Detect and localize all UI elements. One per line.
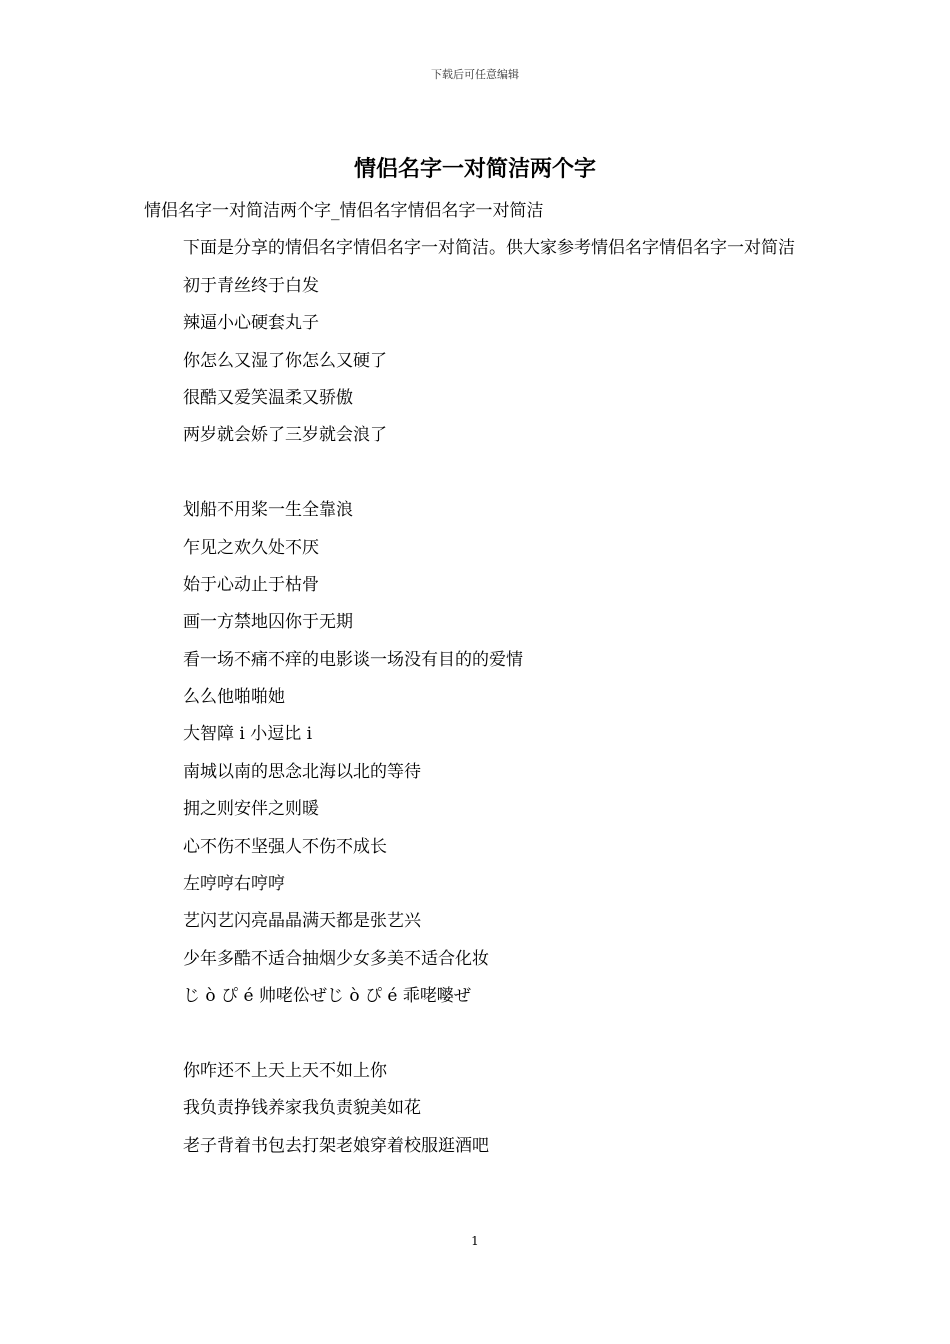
list-item: 少年多酷不适合抽烟少女多美不适合化妆 (183, 948, 489, 969)
blank-line (144, 1016, 814, 1053)
list-item: 始于心动止于枯骨 (183, 574, 319, 595)
blank-line (144, 455, 814, 492)
list-item: 心不伤不坚强人不伤不成长 (183, 836, 387, 857)
list-item: 划船不用桨一生全靠浪 (183, 500, 353, 521)
list-item: 老子背着书包去打架老娘穿着校服逛酒吧 (183, 1135, 489, 1156)
list-item: じ ò ぴ é 帅咾伀ぜじ ò ぴ é 乖咾嘙ぜ (183, 986, 471, 1007)
document-title: 情侣名字一对简洁两个字 (353, 156, 596, 182)
list-item: 我负责挣钱养家我负责貌美如花 (183, 1098, 421, 1119)
list-item: 辣逼小心硬套丸子 (183, 313, 319, 334)
list-item: 么么他啪啪她 (183, 687, 285, 708)
header-note: 下载后可任意编辑 (431, 68, 519, 81)
list-item: 大智障 i 小逗比 i (183, 724, 313, 745)
document-body (144, 193, 814, 1165)
list-item: 很酷又爱笑温柔又骄傲 (183, 387, 353, 408)
list-item: 左哼哼右哼哼 (183, 874, 285, 895)
subtitle-line: 情侣名字一对简洁两个字_情侣名字情侣名字一对简洁 (144, 201, 544, 221)
page-number: 1 (471, 1234, 479, 1248)
list-item: 南城以南的思念北海以北的等待 (183, 761, 421, 782)
list-item: 拥之则安伴之则暖 (183, 799, 319, 820)
list-item: 乍见之欢久处不厌 (183, 537, 319, 558)
list-item: 艺闪艺闪亮晶晶满天都是张艺兴 (183, 911, 421, 932)
list-item: 画一方禁地囚你于无期 (183, 612, 353, 633)
list-item: 初于青丝终于白发 (183, 275, 319, 296)
list-item: 你怎么又湿了你怎么又硬了 (183, 350, 387, 371)
list-item: 两岁就会娇了三岁就会浪了 (183, 425, 387, 446)
list-item: 看一场不痛不痒的电影谈一场没有目的的爱情 (183, 649, 523, 670)
intro-paragraph: 下面是分享的情侣名字情侣名字一对简洁。供大家参考情侣名字情侣名字一对简洁 (183, 238, 795, 259)
list-item: 你咋还不上天上天不如上你 (183, 1061, 387, 1081)
